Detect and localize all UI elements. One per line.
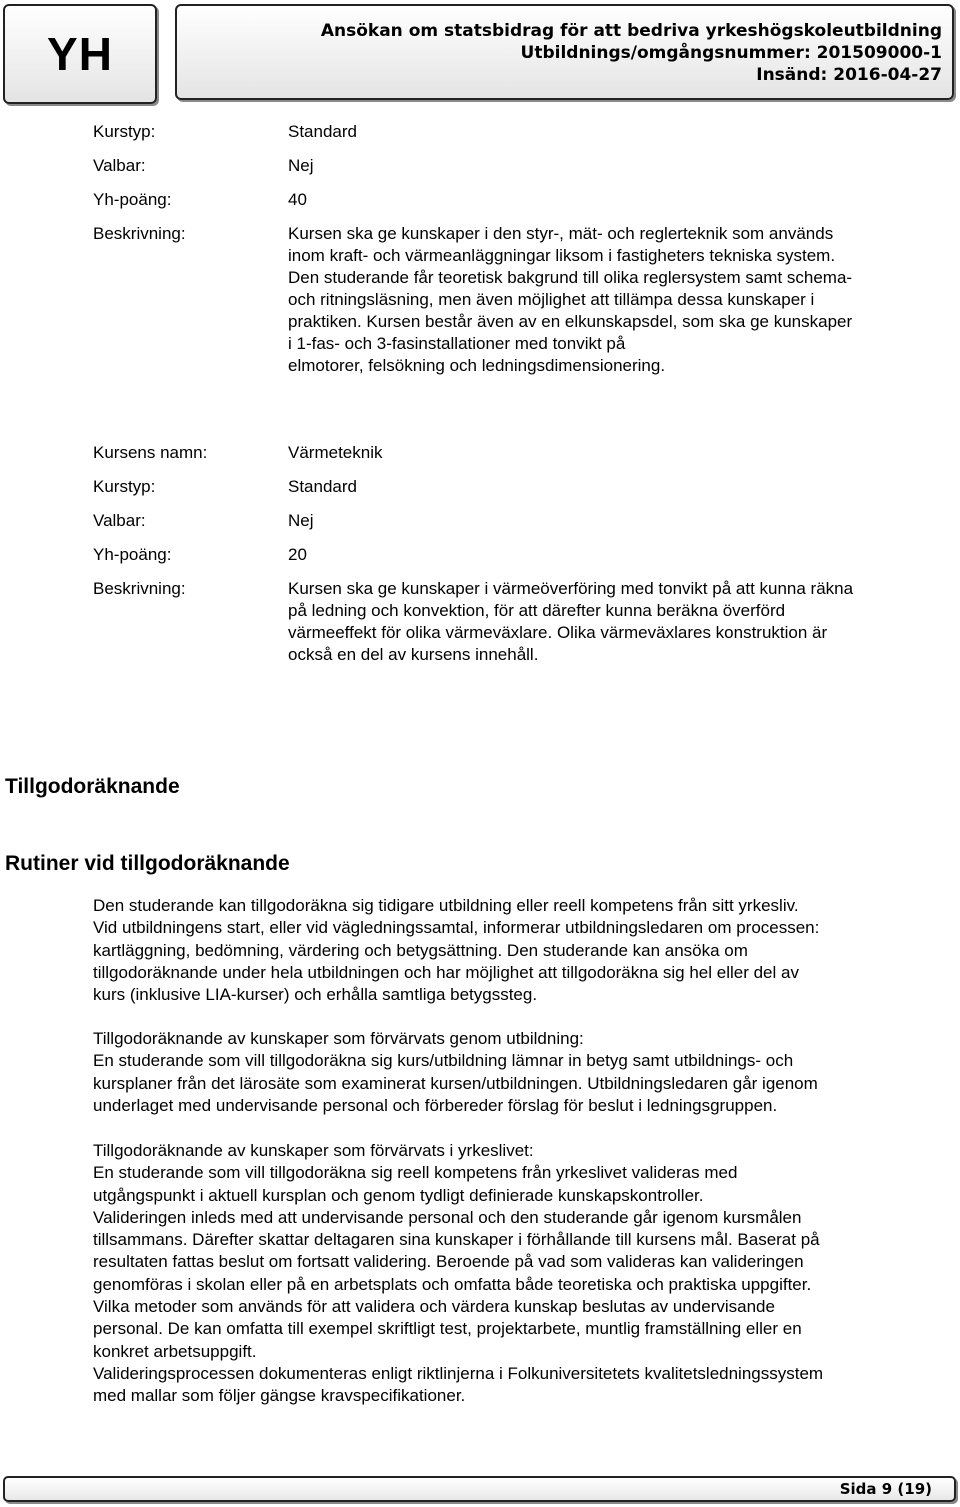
para-line: tillsammans. Därefter skattar deltagaren sina kunskaper i förhållande till kursens mål. Baserat på	[93, 1230, 820, 1250]
para-line: tillgodoräknande under hela utbildningen och har möjlighet att tillgodoräkna sig hel eller del av	[93, 962, 799, 982]
desc-line: i 1-fas- och 3-fasinstallationer med tonvikt på	[288, 334, 626, 353]
desc-line: Kursen ska ge kunskaper i den styr-, mät- och reglerteknik som används	[288, 224, 834, 243]
course2-optional-value: Nej	[288, 511, 314, 530]
document-header	[175, 4, 954, 100]
para-line: kartläggning, bedömning, värdering och betygsättning. Den studerande kan ansöka om	[93, 940, 748, 960]
course2-name-label: Kursens namn:	[93, 443, 208, 462]
para-line: En studerande som vill tillgodoräkna sig kurs/utbildning lämnar in betyg samt utbildnings- och	[93, 1051, 794, 1071]
para-line: med mallar som följer gängse kravspecifikationer.	[93, 1386, 466, 1406]
course1-points-value: 40	[288, 190, 307, 209]
course1-type-label: Kurstyp:	[93, 122, 156, 141]
header-title: Ansökan om statsbidrag för att bedriva yrkeshögskoleutbildning	[320, 21, 942, 41]
course1-description	[288, 223, 958, 377]
course2-desc-label: Beskrivning:	[93, 579, 186, 598]
para-line: resultaten fattas beslut om fortsatt validering. Beroende på vad som valideras kan valideringen	[93, 1252, 804, 1272]
para-line: kurs (inklusive LIA-kurser) och erhålla samtliga betygssteg.	[93, 985, 538, 1005]
section-title: Tillgodoräknande	[5, 775, 180, 798]
desc-line: och ritningsläsning, men även möjlighet att tillämpa dessa kunskaper i	[288, 290, 815, 309]
course1-optional-value: Nej	[288, 156, 314, 175]
para-line: Vid utbildningens start, eller vid vägledningssamtal, informerar utbildningsledaren om processen:	[93, 918, 820, 938]
course1-desc-label: Beskrivning:	[93, 224, 186, 243]
page-footer	[3, 1476, 956, 1502]
course2-points-value: 20	[288, 545, 307, 564]
paragraph-3	[93, 1140, 953, 1408]
section-subtitle: Rutiner vid tillgodoräknande	[5, 852, 290, 875]
paragraph-2	[93, 1028, 953, 1117]
course2-type-label: Kurstyp:	[93, 477, 156, 496]
course2-description	[288, 578, 958, 666]
paragraph-1	[93, 895, 953, 1006]
para-line: Valideringsprocessen dokumenteras enligt riktlinjerna i Folkuniversitetets kvalitetsledningssystem	[93, 1363, 824, 1383]
para-line: personal. De kan omfatta till exempel skriftligt test, projektarbete, muntlig framställning eller en	[93, 1319, 802, 1339]
desc-line: också en del av kursens innehåll.	[288, 645, 539, 664]
course2-type-value: Standard	[288, 477, 357, 496]
para-line: kursplaner från det lärosäte som examinerat kursen/utbildningen. Utbildningsledaren går igenom	[93, 1073, 818, 1093]
para-line: Tillgodoräknande av kunskaper som förvärvats genom utbildning:	[93, 1029, 584, 1048]
para-line: underlaget med undervisande personal och förbereder förslag för beslut i ledningsgruppen.	[93, 1095, 778, 1115]
desc-line: inom kraft- och värmeanläggningar liksom i fastigheters tekniska system.	[288, 246, 836, 265]
desc-line: värmeeffekt för olika värmeväxlare. Olika värmeväxlares konstruktion är	[288, 623, 828, 642]
logo-box	[3, 4, 157, 104]
course1-optional-label: Valbar:	[93, 156, 146, 175]
para-line: utgångspunkt i aktuell kursplan och genom tydligt definierade kunskapskontroller.	[93, 1185, 704, 1205]
para-line: genomföras i skolan eller på en arbetsplats och omfatta både teoretiska och praktiska uppgifter.	[93, 1274, 812, 1294]
desc-line: Kursen ska ge kunskaper i värmeöverföring med tonvikt på att kunna räkna	[288, 579, 854, 598]
course2-optional-label: Valbar:	[93, 511, 146, 530]
desc-line: på ledning och konvektion, för att därefter kunna beräkna överförd	[288, 601, 786, 620]
desc-line: Den studerande får teoretisk bakgrund till olika reglersystem samt schema-	[288, 268, 853, 287]
desc-line: praktiken. Kursen består även av en elkunskapsdel, som ska ge kunskaper	[288, 312, 853, 331]
logo: YH	[47, 28, 113, 80]
para-line: konkret arbetsuppgift.	[93, 1341, 257, 1361]
course1-points-label: Yh-poäng:	[93, 190, 172, 209]
page-number: Sida 9 (19)	[839, 1480, 932, 1498]
para-line: En studerande som vill tillgodoräkna sig reell kompetens från yrkeslivet valideras med	[93, 1163, 738, 1183]
header-date: Insänd: 2016-04-27	[756, 65, 942, 85]
course1-type-value: Standard	[288, 122, 357, 141]
para-line: Tillgodoräknande av kunskaper som förvärvats i yrkeslivet:	[93, 1141, 534, 1160]
para-line: Valideringen inleds med att undervisande personal och den studerande går igenom kursmålen	[93, 1207, 802, 1227]
course2-points-label: Yh-poäng:	[93, 545, 172, 564]
para-line: Vilka metoder som används för att validera och värdera kunskap beslutas av undervisande	[93, 1297, 775, 1317]
para-line: Den studerande kan tillgodoräkna sig tidigare utbildning eller reell kompetens från sitt yrkesliv.	[93, 896, 799, 915]
course2-name-value: Värmeteknik	[288, 443, 383, 462]
desc-line: elmotorer, felsökning och ledningsdimensionering.	[288, 356, 666, 375]
header-number: Utbildnings/omgångsnummer: 201509000-1	[520, 43, 942, 63]
